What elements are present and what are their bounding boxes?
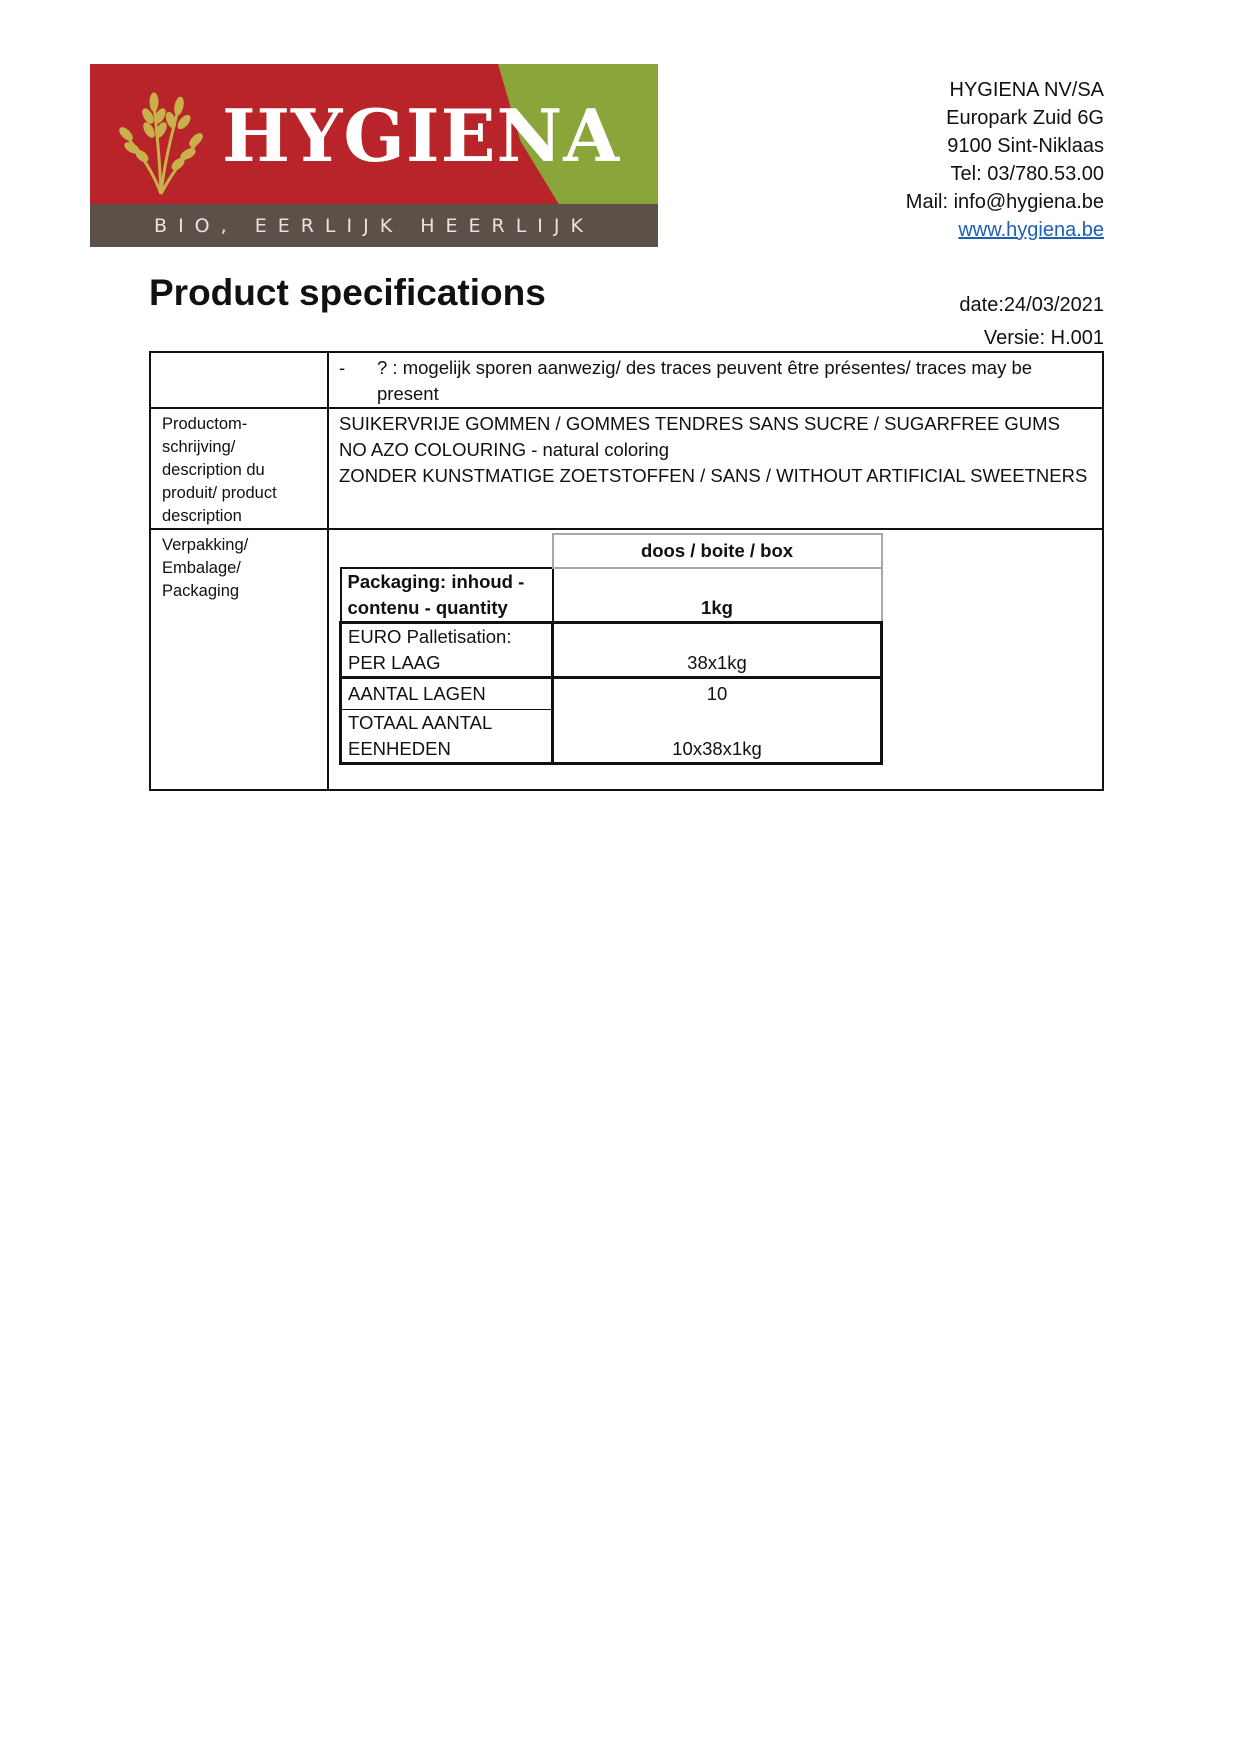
- description-line: SUIKERVRIJE GOMMEN / GOMMES TENDRES SANS SUCRE / SUGARFREE GUMS: [339, 413, 1060, 434]
- table-row: [150, 352, 1103, 408]
- description-label-line: produit/ product: [162, 484, 277, 502]
- layers-value: 10: [553, 678, 882, 710]
- company-mail: Mail: info@hygiena.be: [905, 191, 1104, 213]
- packaging-table: [339, 533, 883, 765]
- quantity-label: [341, 568, 553, 623]
- document-date: date:24/03/2021: [959, 294, 1104, 316]
- company-website-link[interactable]: www.hygiena.be: [958, 219, 1104, 241]
- description-label-line: schrijving/: [162, 438, 236, 456]
- palletisation-label-line: PER LAAG: [348, 652, 441, 673]
- page-title: Product specifications: [149, 272, 546, 313]
- description-line: NO AZO COLOURING - natural coloring: [339, 439, 670, 460]
- company-address: [906, 76, 1104, 244]
- description-label-line: description: [162, 507, 242, 525]
- company-logo: [90, 64, 658, 247]
- total-label-line: TOTAAL AANTAL: [348, 712, 493, 733]
- table-row: [341, 710, 882, 764]
- total-label: [341, 710, 553, 764]
- packaging-header-empty: [341, 534, 553, 568]
- packaging-label-line: Embalage/: [162, 559, 241, 577]
- description-line: ZONDER KUNSTMATIGE ZOETSTOFFEN / SANS / WITHOUT ARTIFICIAL SWEETNERS: [339, 465, 1088, 486]
- table-row: [341, 623, 882, 678]
- description-label-line: description du: [162, 461, 265, 479]
- palletisation-label-line: EURO Palletisation:: [348, 626, 512, 647]
- spec-table: [149, 351, 1104, 791]
- logo-tagline: BIO, EERLIJK HEERLIJK: [154, 214, 594, 237]
- document-meta: [959, 289, 1104, 355]
- company-name: HYGIENA NV/SA: [949, 79, 1104, 101]
- traces-cell: [328, 352, 1103, 408]
- packaging-column-header: doos / boite / box: [553, 534, 882, 568]
- quantity-value: 1kg: [553, 568, 882, 623]
- packaging-label-line: Verpakking/: [162, 536, 249, 554]
- quantity-label-line: Packaging: inhoud -: [347, 571, 525, 592]
- description-value: [328, 408, 1103, 529]
- table-row: [150, 529, 1103, 790]
- bullet-dash: -: [339, 357, 346, 378]
- table-row: [150, 408, 1103, 529]
- description-label: [150, 408, 328, 529]
- total-label-line: EENHEDEN: [348, 738, 451, 759]
- packaging-label: [150, 529, 328, 790]
- traces-text: ? : mogelijk sporen aanwezig/ des traces peuvent être présentes/ traces may be: [377, 357, 1033, 378]
- traces-label-cell: [150, 352, 328, 408]
- total-value: 10x38x1kg: [553, 710, 882, 764]
- table-row: [341, 678, 882, 710]
- table-row: [341, 534, 882, 568]
- table-row: [341, 568, 882, 623]
- packaging-value: [328, 529, 1103, 790]
- logo-brand-name: HYGIENA: [222, 93, 621, 178]
- company-tel: Tel: 03/780.53.00: [950, 163, 1104, 185]
- traces-text-cont: present: [377, 383, 439, 404]
- palletisation-value: 38x1kg: [553, 623, 882, 678]
- company-city: 9100 Sint-Niklaas: [947, 135, 1104, 157]
- description-label-line: Productom-: [162, 415, 248, 433]
- quantity-label-line: contenu - quantity: [347, 597, 508, 618]
- document-version: Versie: H.001: [983, 327, 1104, 349]
- company-street: Europark Zuid 6G: [946, 107, 1104, 129]
- palletisation-label: [341, 623, 553, 678]
- packaging-label-line: Packaging: [162, 582, 240, 600]
- layers-label: AANTAL LAGEN: [341, 678, 553, 710]
- wheat-icon: [118, 86, 204, 196]
- logo-tagline-band: [90, 204, 658, 247]
